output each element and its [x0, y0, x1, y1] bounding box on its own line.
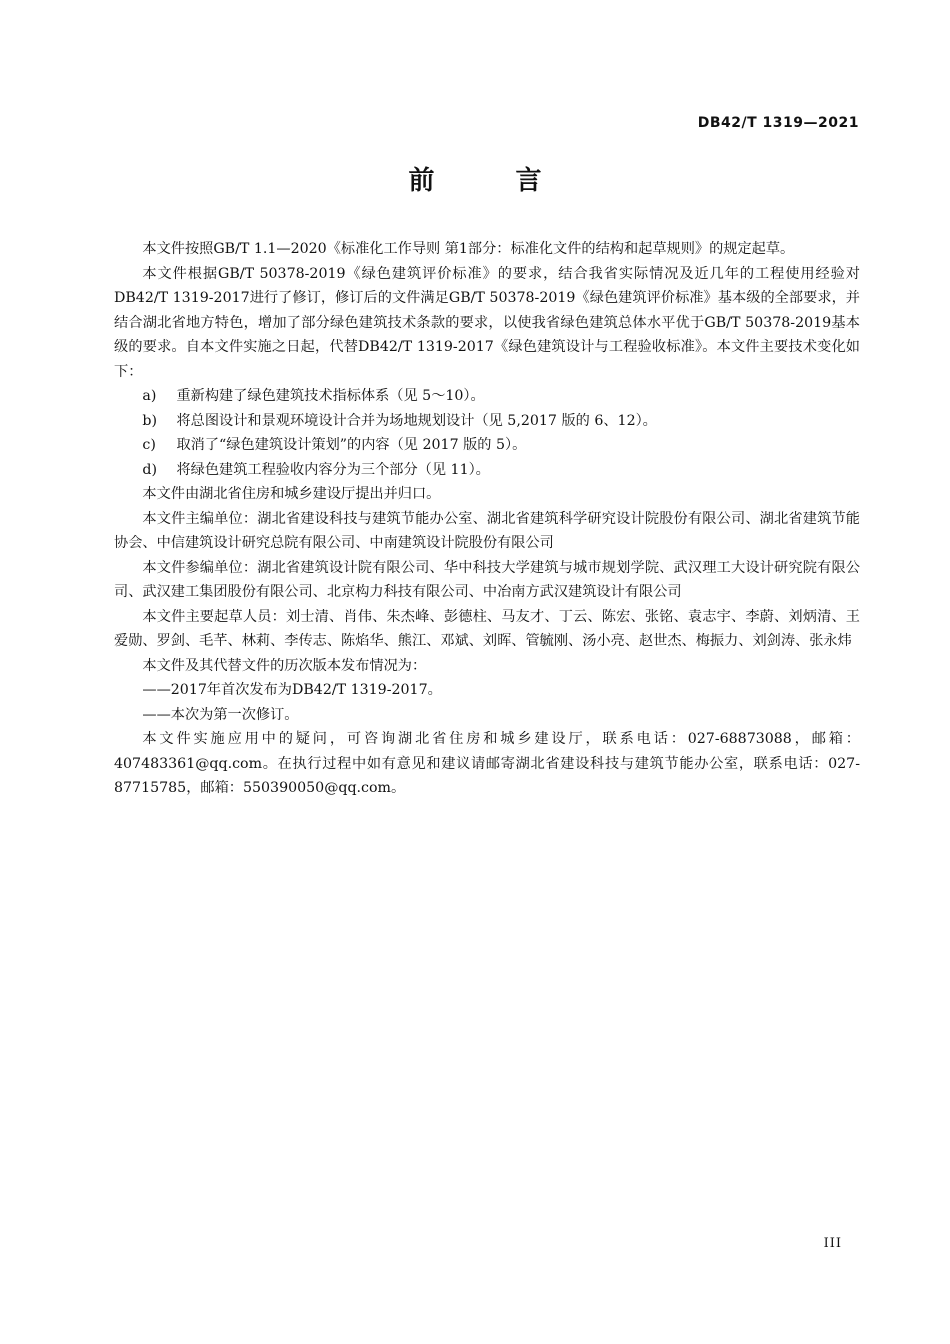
paragraph-proposer: 本文件由湖北省住房和城乡建设厅提出并归口。 — [142, 486, 441, 502]
list-item — [114, 409, 860, 434]
paragraph-revision-summary: 本文件根据GB/T 50378-2019《绿色建筑评价标准》的要求，结合我省实际情况及近几年的工程使用经验对DB42/T 1319-2017进行了修订，修订后的文件满足GB/T 50378-2019《绿色建筑评价标准》基本级的全部要求，并结合湖北省地方特色，增加了部分绿色建筑技术条款的要求，以使我省绿色建筑总体水平优于GB/T 50378-2019基本级的要求。自本文件实施之日起，代替DB42/T 1319-2017《绿色建筑设计与工程验收标准》。本文件主要技术变化如下： — [114, 265, 860, 380]
list-item-text: 重新构建了绿色建筑技术指标体系（见 5～10）。 — [176, 388, 485, 404]
paragraph-contact: 本文件实施应用中的疑问，可咨询湖北省住房和城乡建设厅，联系电话：027-68873088，邮箱：407483361@qq.com。在执行过程中如有意见和建议请邮寄湖北省建设科技与建筑节能办公室，联系电话：027-87715785，邮箱：550390050@qq.com。 — [114, 731, 860, 796]
paragraph-version-current: ——本次为第一次修订。 — [142, 706, 299, 723]
page-title: 前 言 — [408, 166, 578, 196]
list-item — [114, 384, 860, 409]
list-item-text: 将总图设计和景观环境设计合并为场地规划设计（见 5,2017 版的 6、12）。 — [176, 412, 657, 429]
page-number: III — [823, 1236, 842, 1251]
list-marker: d) — [142, 461, 158, 478]
list-marker: b) — [142, 412, 158, 429]
list-item-text: 取消了“绿色建筑设计策划”的内容（见 2017 版的 5）。 — [176, 437, 527, 453]
paragraph-drafting-basis: 本文件按照GB/T 1.1—2020《标准化工作导则 第1部分：标准化文件的结构和起草规则》的规定起草。 — [142, 241, 795, 257]
paragraph-chief-editors: 本文件主编单位：湖北省建设科技与建筑节能办公室、湖北省建筑科学研究设计院股份有限公司、湖北省建筑节能协会、中信建筑设计研究总院有限公司、中南建筑设计院股份有限公司 — [114, 510, 860, 551]
changes-list — [114, 384, 860, 482]
foreword-body — [114, 237, 860, 801]
list-marker: a) — [142, 388, 157, 404]
document-code: DB42/T 1319—2021 — [697, 115, 859, 131]
list-item — [114, 433, 860, 458]
list-item-text: 将绿色建筑工程验收内容分为三个部分（见 11）。 — [176, 461, 490, 478]
list-item — [114, 458, 860, 483]
paragraph-participating-units: 本文件参编单位：湖北省建筑设计院有限公司、华中科技大学建筑与城市规划学院、武汉理工大设计研究院有限公司、武汉建工集团股份有限公司、北京构力科技有限公司、中冶南方武汉建筑设计有限公司 — [114, 559, 860, 600]
list-marker: c) — [142, 437, 156, 453]
paragraph-drafters: 本文件主要起草人员：刘士清、肖伟、朱杰峰、彭德柱、马友才、丁云、陈宏、张铭、袁志宇、李蔚、刘炳清、王爱勋、罗剑、毛芊、林莉、李传志、陈焰华、熊江、邓斌、刘晖、管毓刚、汤小亮、赵世杰、梅振力、刘剑涛、张永炜 — [114, 608, 860, 649]
paragraph-version-2017: ——2017年首次发布为DB42/T 1319-2017。 — [142, 682, 442, 698]
paragraph-version-history-intro: 本文件及其代替文件的历次版本发布情况为： — [142, 657, 427, 674]
